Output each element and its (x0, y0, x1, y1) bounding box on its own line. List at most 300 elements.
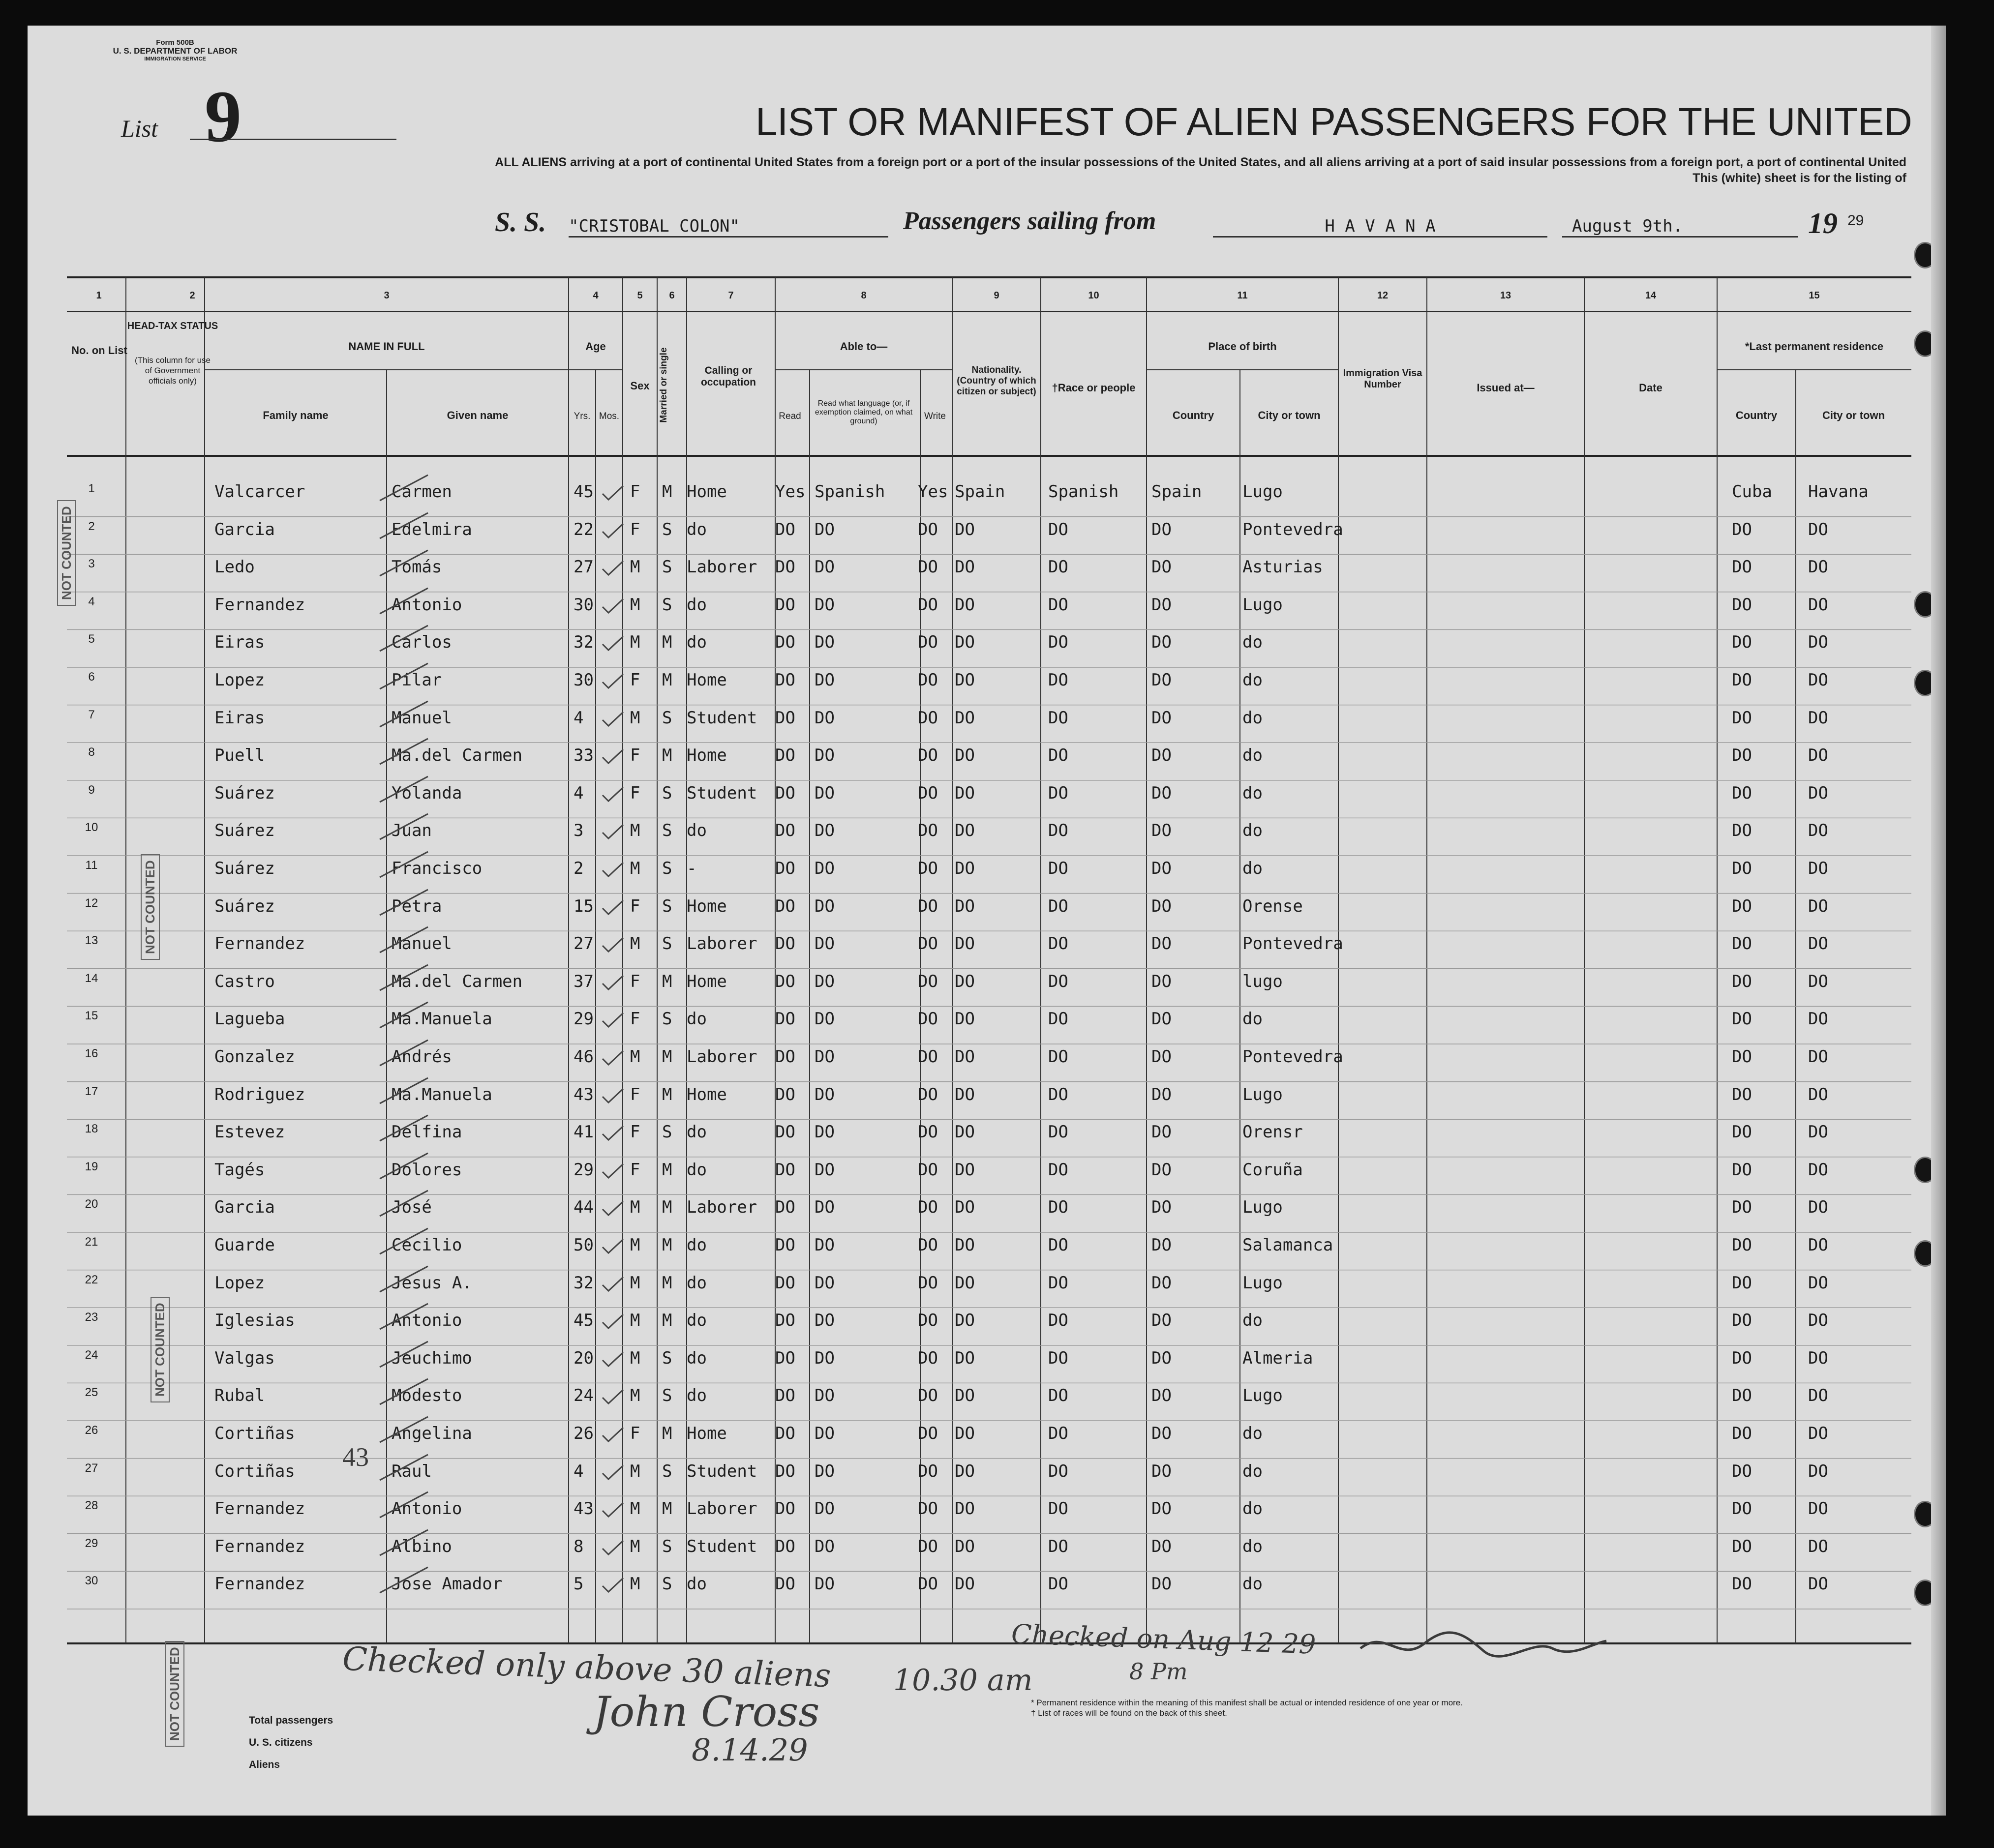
family-name-cell: Fernandez (214, 1499, 305, 1519)
given-name-cell: Jose Amador (392, 1574, 503, 1594)
sailing-label: Passengers sailing from (903, 207, 1156, 235)
residence-country-cell: DO (1732, 1084, 1752, 1104)
birth-country-cell: DO (1151, 1311, 1172, 1331)
write-cell: DO (918, 557, 938, 577)
residence-country-cell: DO (1732, 1536, 1752, 1556)
nationality-cell: DO (955, 1122, 975, 1142)
family-name-cell: Rodriguez (214, 1084, 305, 1104)
read-cell: DO (775, 1574, 795, 1594)
age-years-cell: 30 (574, 595, 594, 615)
occupation-cell: Laborer (687, 557, 757, 577)
check-mark (601, 1124, 625, 1144)
sex-cell: M (630, 1311, 640, 1331)
write-cell: DO (918, 1499, 938, 1519)
header-last-residence: *Last permanent residence (1745, 340, 1884, 353)
age-years-cell: 41 (574, 1122, 594, 1142)
language-cell: DO (815, 745, 835, 766)
residence-city-cell: DO (1808, 1348, 1828, 1368)
read-cell: DO (775, 670, 795, 690)
sex-cell: F (630, 482, 640, 502)
birth-country-cell: DO (1151, 896, 1172, 916)
marital-cell: M (662, 632, 672, 653)
column-number-1: 1 (96, 290, 102, 301)
nationality-cell: DO (955, 1273, 975, 1293)
language-cell: DO (815, 1536, 835, 1556)
check-mark (601, 1350, 625, 1370)
read-cell: DO (775, 745, 795, 766)
row-number: 14 (85, 971, 98, 985)
family-name-cell: Gonzalez (214, 1047, 295, 1067)
family-name-cell: Eiras (214, 708, 265, 728)
nationality-cell: DO (955, 821, 975, 841)
occupation-cell: Home (687, 745, 727, 766)
not-counted-stamp-4: NOT COUNTED (165, 1641, 184, 1747)
occupation-cell: Laborer (687, 1047, 757, 1067)
residence-city-cell: DO (1808, 971, 1828, 991)
column-number-14: 14 (1645, 290, 1657, 301)
header-name-in-full: NAME IN FULL (348, 340, 425, 353)
language-cell: DO (815, 821, 835, 841)
sex-cell: M (630, 1348, 640, 1368)
inspection-slash (377, 1264, 431, 1294)
write-cell: DO (918, 708, 938, 728)
family-name-cell: Cortiñas (214, 1424, 295, 1443)
inspection-slash (377, 963, 431, 992)
age-years-cell: 32 (574, 1273, 594, 1293)
sex-cell: F (630, 670, 640, 690)
nationality-cell: DO (955, 1348, 975, 1368)
not-counted-stamp-3: NOT COUNTED (151, 1297, 170, 1402)
check-mark (601, 1426, 625, 1445)
write-cell: DO (918, 1084, 938, 1104)
check-mark (601, 1199, 625, 1219)
residence-country-cell: DO (1732, 708, 1752, 728)
birth-country-cell: DO (1151, 1009, 1172, 1029)
birth-country-cell: DO (1151, 670, 1172, 690)
race-cell: DO (1048, 1461, 1068, 1481)
occupation-cell: do (687, 1009, 707, 1029)
marital-cell: M (662, 1273, 672, 1293)
language-cell: DO (815, 1197, 835, 1218)
language-cell: DO (815, 1386, 835, 1406)
family-name-cell: Iglesias (214, 1311, 295, 1331)
residence-country-cell: Cuba (1732, 482, 1772, 502)
nationality-cell: DO (955, 1084, 975, 1104)
age-years-cell: 44 (574, 1197, 594, 1218)
row-number: 25 (85, 1386, 98, 1400)
age-years-cell: 2 (574, 859, 584, 878)
birth-country-cell: DO (1151, 1386, 1172, 1406)
nationality-cell: DO (955, 859, 975, 878)
footer-aliens: Aliens (249, 1759, 280, 1770)
nationality-cell: DO (955, 557, 975, 577)
birth-city-cell: do (1242, 1574, 1263, 1594)
row-number: 27 (85, 1461, 98, 1475)
intro-line-1: ALL ALIENS arriving at a port of continental United States from a foreign port or a port of the insular possessions of the United States, and all aliens arriving at a port of said insular possessions from a foreign port, a port of continental United (495, 155, 1906, 169)
birth-country-cell: DO (1151, 1348, 1172, 1368)
birth-city-cell: Pontevedra (1242, 934, 1343, 954)
row-number: 22 (85, 1273, 98, 1286)
year-prefix: 19 (1808, 207, 1838, 239)
given-name-cell: José (392, 1197, 432, 1218)
family-name-cell: Puell (214, 745, 265, 766)
language-cell: DO (815, 708, 835, 728)
sex-cell: M (630, 1536, 640, 1556)
inspector-signature: John Cross (593, 1688, 820, 1736)
row-number: 12 (85, 896, 98, 910)
given-name-cell: Antonio (392, 595, 462, 615)
marital-cell: M (662, 1424, 672, 1443)
handwritten-number-43: 43 (342, 1442, 369, 1472)
occupation-cell: do (687, 1235, 707, 1255)
residence-country-cell: DO (1732, 595, 1752, 615)
check-mark (601, 1501, 625, 1520)
nationality-cell: DO (955, 519, 975, 539)
language-cell: DO (815, 1273, 835, 1293)
nationality-cell: DO (955, 595, 975, 615)
check-mark (601, 861, 625, 880)
write-cell: DO (918, 670, 938, 690)
family-name-cell: Fernandez (214, 1536, 305, 1556)
residence-city-cell: DO (1808, 934, 1828, 954)
check-mark (601, 1087, 625, 1106)
read-cell: DO (775, 934, 795, 954)
nationality-cell: DO (955, 1047, 975, 1067)
marital-cell: M (662, 1160, 672, 1180)
sex-cell: F (630, 519, 640, 539)
header-res-country: Country (1735, 409, 1778, 421)
signature-date: 8.14.29 (692, 1732, 808, 1768)
residence-country-cell: DO (1732, 1461, 1752, 1481)
age-years-cell: 3 (574, 821, 584, 841)
occupation-cell: Student (687, 708, 757, 728)
write-cell: DO (918, 745, 938, 766)
note-races: † List of races will be found on the back of this sheet. (1031, 1708, 1227, 1718)
write-cell: DO (918, 595, 938, 615)
residence-country-cell: DO (1732, 971, 1752, 991)
birth-city-cell: do (1242, 745, 1263, 766)
nationality-cell: DO (955, 1536, 975, 1556)
sex-cell: F (630, 1122, 640, 1142)
row-number: 20 (85, 1197, 98, 1211)
write-cell: DO (918, 971, 938, 991)
read-cell: DO (775, 557, 795, 577)
inspection-slash (377, 1377, 431, 1406)
occupation-cell: Laborer (687, 934, 757, 954)
header-mos: Mos. (599, 411, 620, 421)
residence-country-cell: DO (1732, 934, 1752, 954)
nationality-cell: DO (955, 783, 975, 803)
column-number-10: 10 (1088, 290, 1099, 301)
write-cell: Yes (918, 482, 948, 502)
residence-city-cell: DO (1808, 1424, 1828, 1443)
race-cell: DO (1048, 1047, 1068, 1067)
age-years-cell: 15 (574, 896, 594, 916)
nationality-cell: DO (955, 1499, 975, 1519)
birth-country-cell: DO (1151, 595, 1172, 615)
write-cell: DO (918, 1536, 938, 1556)
birth-country-cell: DO (1151, 632, 1172, 653)
not-counted-stamp-2: NOT COUNTED (141, 854, 160, 960)
column-number-2: 2 (189, 290, 195, 301)
column-number-4: 4 (593, 290, 599, 301)
marital-cell: S (662, 821, 672, 841)
birth-city-cell: Lugo (1242, 1197, 1283, 1218)
race-cell: DO (1048, 557, 1068, 577)
birth-country-cell: DO (1151, 1461, 1172, 1481)
occupation-cell: Student (687, 783, 757, 803)
given-name-cell: Ma.Manuela (392, 1084, 492, 1104)
handwritten-scribble (1356, 1624, 1611, 1668)
write-cell: DO (918, 519, 938, 539)
residence-city-cell: DO (1808, 632, 1828, 653)
birth-city-cell: do (1242, 859, 1263, 878)
read-cell: DO (775, 1047, 795, 1067)
occupation-cell: do (687, 1160, 707, 1180)
header-given-name: Given name (447, 409, 509, 421)
age-years-cell: 22 (574, 519, 594, 539)
row-number: 23 (85, 1311, 98, 1324)
language-cell: DO (815, 519, 835, 539)
residence-country-cell: DO (1732, 1273, 1752, 1293)
check-mark (601, 559, 625, 579)
age-years-cell: 26 (574, 1424, 594, 1443)
header-read: Read (779, 411, 801, 421)
sex-cell: M (630, 1197, 640, 1218)
sex-cell: F (630, 1160, 640, 1180)
birth-city-cell: Pontevedra (1242, 519, 1343, 539)
occupation-cell: - (687, 859, 697, 878)
row-number: 21 (85, 1235, 98, 1249)
residence-city-cell: DO (1808, 708, 1828, 728)
header-married: Married or single (659, 347, 669, 423)
residence-country-cell: DO (1732, 859, 1752, 878)
write-cell: DO (918, 1424, 938, 1443)
form-number: Form 500B (156, 38, 194, 47)
age-years-cell: 29 (574, 1160, 594, 1180)
birth-city-cell: Salamanca (1242, 1235, 1333, 1255)
age-years-cell: 45 (574, 1311, 594, 1331)
birth-country-cell: DO (1151, 971, 1172, 991)
marital-cell: M (662, 482, 672, 502)
checked-aug-note: Checked on Aug 12 29 (1011, 1618, 1317, 1660)
age-years-cell: 30 (574, 670, 594, 690)
check-mark (601, 974, 625, 993)
residence-country-cell: DO (1732, 1386, 1752, 1406)
write-cell: DO (918, 1574, 938, 1594)
check-mark (601, 1049, 625, 1069)
row-number: 24 (85, 1348, 98, 1362)
occupation-cell: Laborer (687, 1197, 757, 1218)
header-read-language: Read what language (or, if exemption claimed, on what ground) (815, 399, 913, 425)
occupation-cell: Home (687, 1424, 727, 1443)
sex-cell: M (630, 859, 640, 878)
residence-city-cell: DO (1808, 595, 1828, 615)
nationality-cell: DO (955, 971, 975, 991)
row-number: 16 (85, 1047, 98, 1060)
birth-country-cell: DO (1151, 745, 1172, 766)
language-cell: DO (815, 595, 835, 615)
write-cell: DO (918, 1348, 938, 1368)
marital-cell: S (662, 1536, 672, 1556)
row-number: 11 (85, 859, 98, 872)
given-name-cell: Cecilio (392, 1235, 462, 1255)
write-cell: DO (918, 859, 938, 878)
family-name-cell: Fernandez (214, 934, 305, 954)
language-cell: DO (815, 557, 835, 577)
family-name-cell: Suárez (214, 896, 275, 916)
sex-cell: M (630, 1461, 640, 1481)
race-cell: DO (1048, 896, 1068, 916)
nationality-cell: DO (955, 934, 975, 954)
row-number: 3 (88, 557, 95, 571)
family-name-cell: Valgas (214, 1348, 275, 1368)
given-name-cell: Raul (392, 1461, 432, 1481)
language-cell: DO (815, 1461, 835, 1481)
residence-city-cell: DO (1808, 1009, 1828, 1029)
family-name-cell: Guarde (214, 1235, 275, 1255)
age-years-cell: 29 (574, 1009, 594, 1029)
inspection-slash (377, 812, 431, 841)
residence-country-cell: DO (1732, 1047, 1752, 1067)
language-cell: DO (815, 1348, 835, 1368)
given-name-cell: Albino (392, 1536, 452, 1556)
write-cell: DO (918, 1047, 938, 1067)
occupation-cell: do (687, 595, 707, 615)
race-cell: DO (1048, 708, 1068, 728)
race-cell: DO (1048, 1122, 1068, 1142)
inspection-slash (377, 586, 431, 616)
inspection-slash (377, 1528, 431, 1557)
language-cell: DO (815, 670, 835, 690)
occupation-cell: do (687, 1122, 707, 1142)
language-cell: DO (815, 859, 835, 878)
inspection-slash (377, 1000, 431, 1030)
check-mark (601, 1237, 625, 1257)
birth-country-cell: DO (1151, 1235, 1172, 1255)
residence-country-cell: DO (1732, 896, 1752, 916)
marital-cell: S (662, 1386, 672, 1406)
write-cell: DO (918, 632, 938, 653)
write-cell: DO (918, 896, 938, 916)
marital-cell: M (662, 1197, 672, 1218)
check-mark (601, 672, 625, 692)
language-cell: DO (815, 1235, 835, 1255)
birth-country-cell: DO (1151, 519, 1172, 539)
header-age: Age (585, 340, 606, 353)
marital-cell: S (662, 1574, 672, 1594)
family-name-cell: Lagueba (214, 1009, 285, 1029)
birth-country-cell: DO (1151, 1273, 1172, 1293)
header-issued-at: Issued at— (1477, 382, 1535, 394)
nationality-cell: DO (955, 745, 975, 766)
read-cell: DO (775, 859, 795, 878)
residence-city-cell: DO (1808, 1047, 1828, 1067)
nationality-cell: DO (955, 708, 975, 728)
check-mark (601, 597, 625, 617)
marital-cell: S (662, 783, 672, 803)
given-name-cell: Carlos (392, 632, 452, 653)
row-number: 8 (88, 745, 95, 759)
inspection-slash (377, 1189, 431, 1218)
read-cell: DO (775, 632, 795, 653)
language-cell: DO (815, 1574, 835, 1594)
age-years-cell: 37 (574, 971, 594, 991)
residence-city-cell: DO (1808, 859, 1828, 878)
sex-cell: F (630, 1009, 640, 1029)
inspection-slash (377, 624, 431, 653)
given-name-cell: Delfina (392, 1122, 462, 1142)
marital-cell: M (662, 1499, 672, 1519)
inspection-slash (377, 925, 431, 954)
read-cell: DO (775, 1461, 795, 1481)
residence-country-cell: DO (1732, 821, 1752, 841)
race-cell: DO (1048, 595, 1068, 615)
family-name-cell: Lopez (214, 1273, 265, 1293)
punch-hole (1914, 1580, 1936, 1606)
language-cell: DO (815, 896, 835, 916)
residence-city-cell: DO (1808, 1160, 1828, 1180)
birth-country-cell: DO (1151, 1047, 1172, 1067)
birth-city-cell: do (1242, 1461, 1263, 1481)
sex-cell: M (630, 934, 640, 954)
language-cell: DO (815, 1122, 835, 1142)
header-family-name: Family name (263, 409, 329, 421)
checked-only-note: Checked only above 30 aliens (341, 1639, 832, 1695)
age-years-cell: 27 (574, 934, 594, 954)
birth-city-cell: Lugo (1242, 1386, 1283, 1406)
residence-country-cell: DO (1732, 1424, 1752, 1443)
residence-country-cell: DO (1732, 1197, 1752, 1218)
inspection-slash (377, 661, 431, 691)
read-cell: DO (775, 1122, 795, 1142)
birth-city-cell: Orense (1242, 896, 1303, 916)
ss-label: S. S. (495, 207, 546, 238)
race-cell: DO (1048, 1273, 1068, 1293)
race-cell: DO (1048, 1235, 1068, 1255)
check-mark (601, 1539, 625, 1558)
occupation-cell: do (687, 1311, 707, 1331)
sex-cell: M (630, 1499, 640, 1519)
read-cell: DO (775, 896, 795, 916)
marital-cell: S (662, 708, 672, 728)
header-head-tax: HEAD-TAX STATUS (127, 321, 218, 331)
residence-country-cell: DO (1732, 1311, 1752, 1331)
checked-by-note: 8 Pm (1129, 1658, 1188, 1685)
read-cell: DO (775, 519, 795, 539)
residence-city-cell: DO (1808, 1574, 1828, 1594)
column-number-7: 7 (728, 290, 734, 301)
residence-city-cell: Havana (1808, 482, 1869, 502)
marital-cell: M (662, 670, 672, 690)
row-number: 2 (88, 519, 95, 533)
inspection-slash (377, 1076, 431, 1105)
punch-hole (1914, 591, 1936, 618)
row-number: 9 (88, 783, 95, 797)
given-name-cell: Yolanda (392, 783, 462, 803)
header-calling: Calling or occupation (700, 365, 756, 388)
sex-cell: M (630, 821, 640, 841)
birth-country-cell: DO (1151, 1160, 1172, 1180)
check-mark (601, 1011, 625, 1031)
birth-city-cell: Pontevedra (1242, 1047, 1343, 1067)
residence-country-cell: DO (1732, 557, 1752, 577)
nationality-cell: DO (955, 1574, 975, 1594)
header-place-of-birth: Place of birth (1208, 340, 1277, 353)
age-years-cell: 50 (574, 1235, 594, 1255)
nationality-cell: DO (955, 896, 975, 916)
family-name-cell: Fernandez (214, 1574, 305, 1594)
